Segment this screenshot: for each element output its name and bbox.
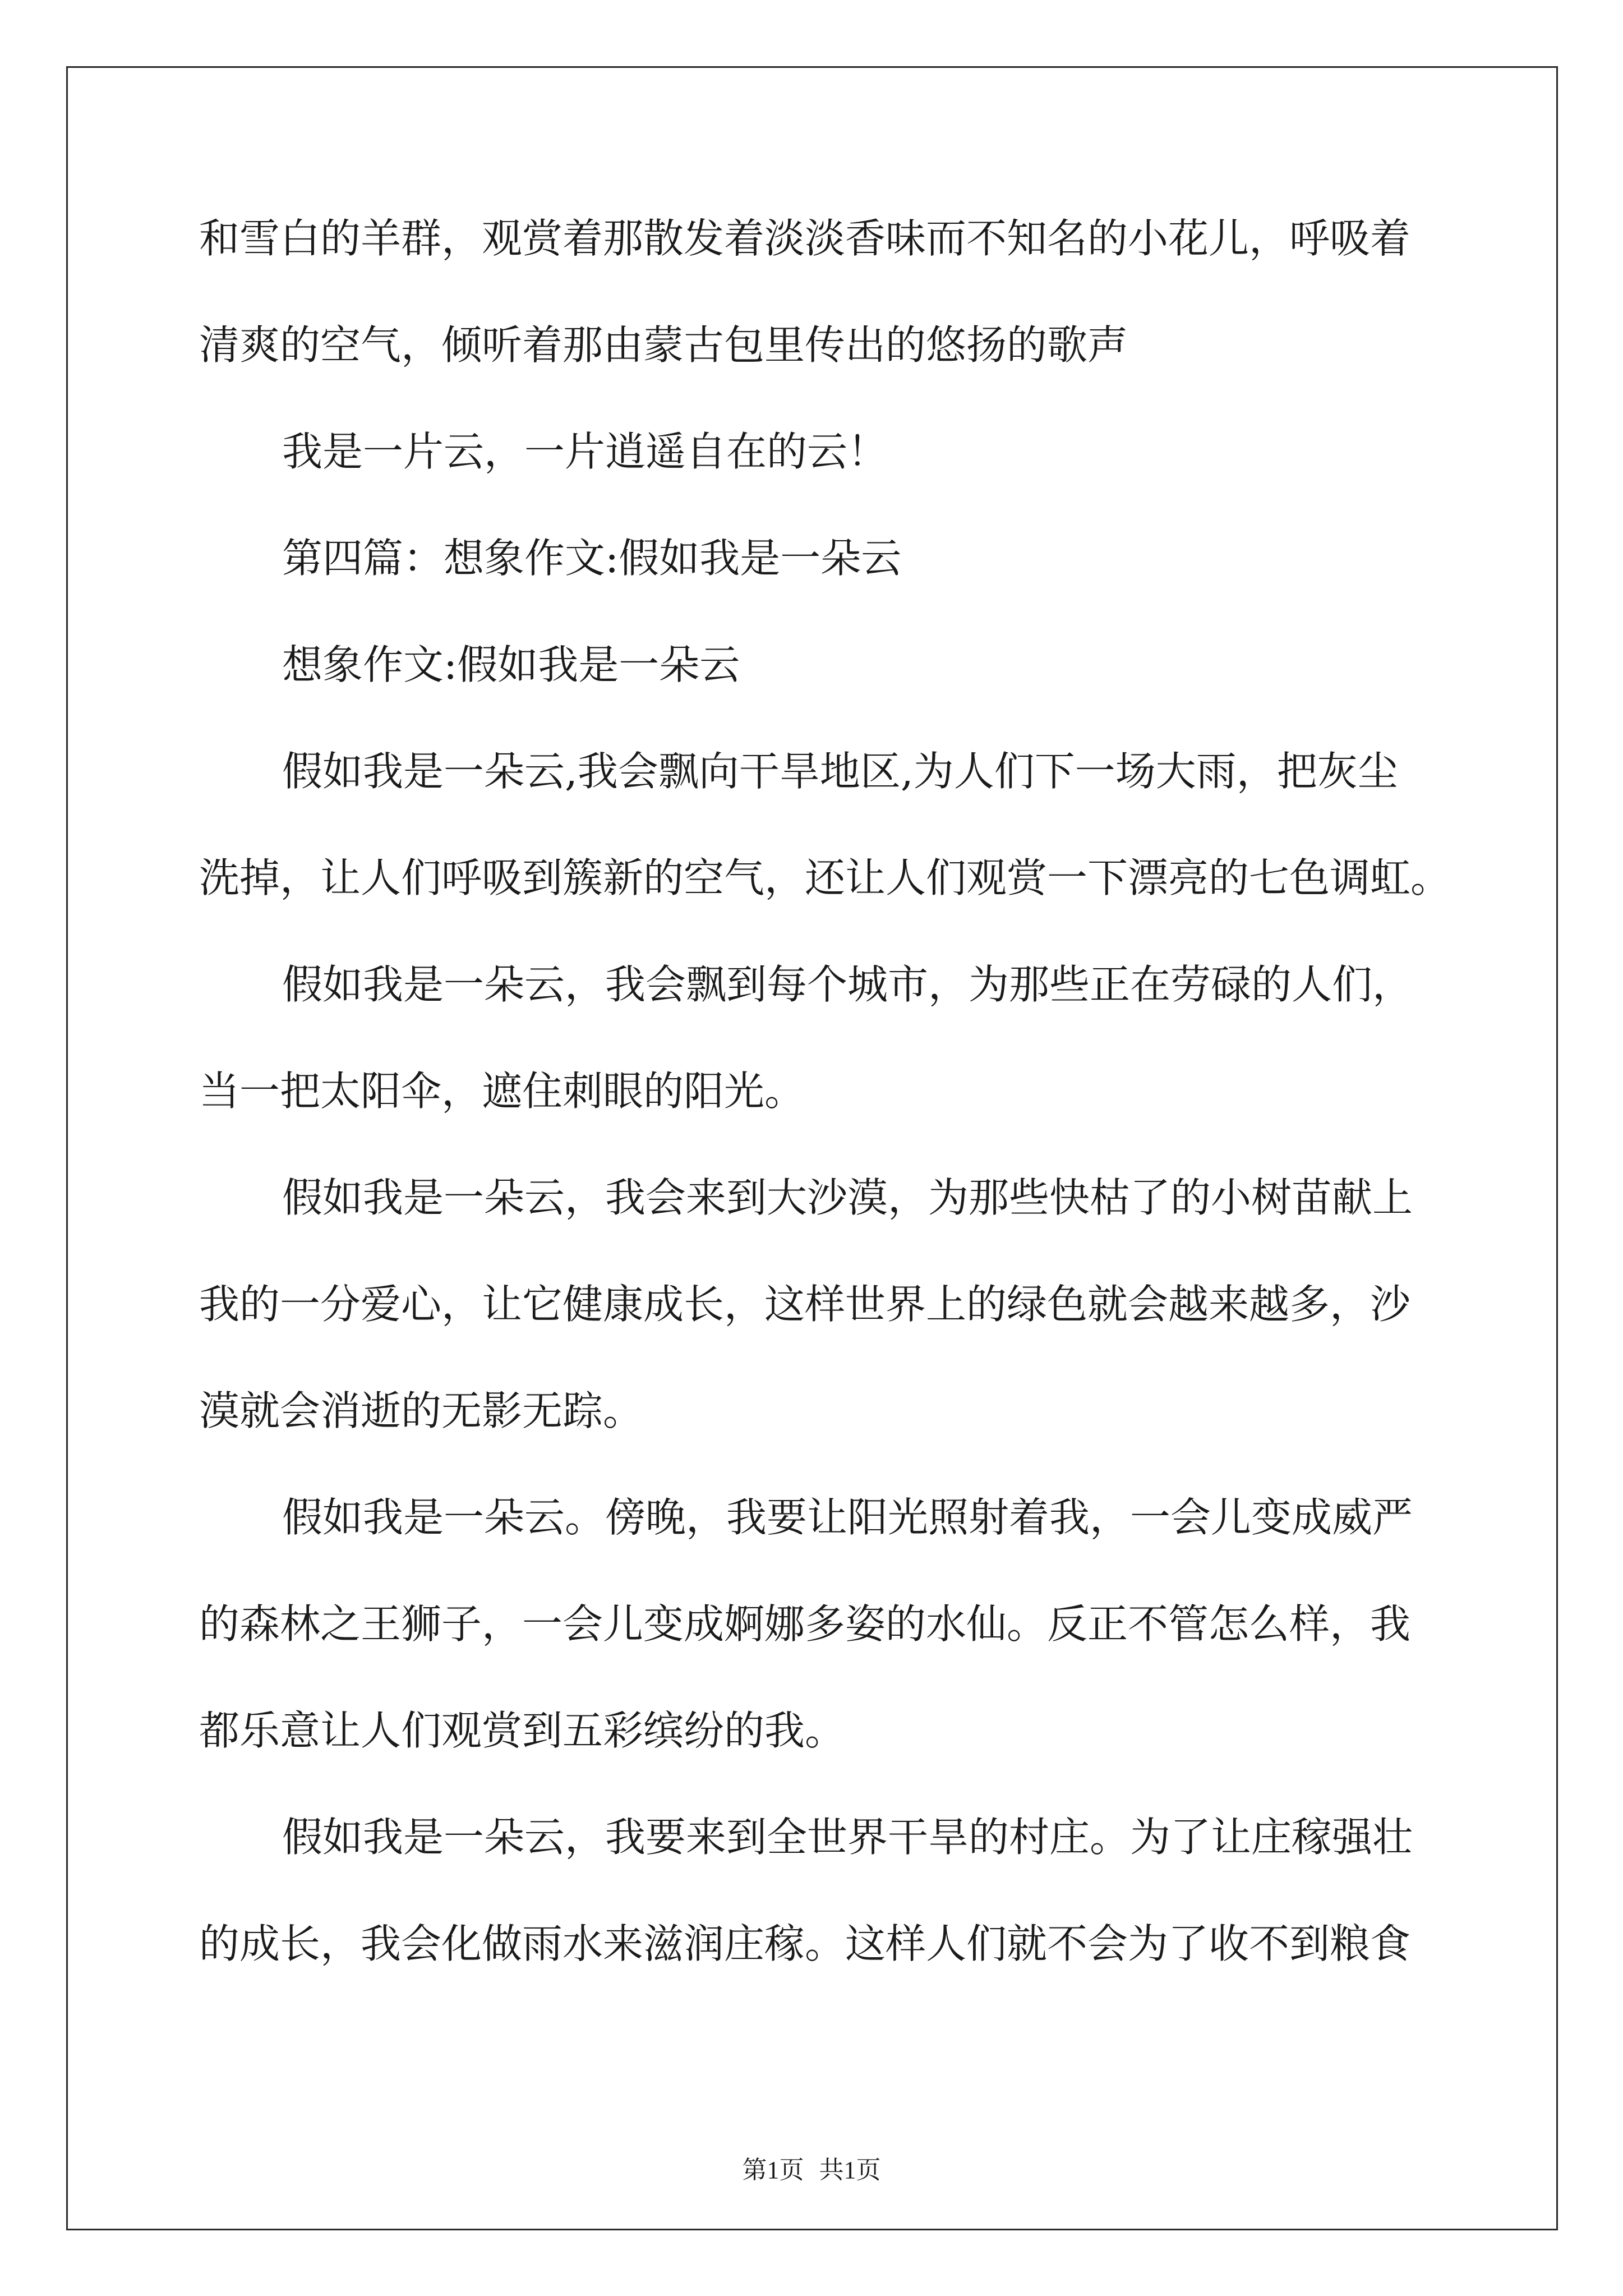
text-line-11: 我的一分爱心，让它健康成长，这样世界上的绿色就会越来越多，沙 [199, 1281, 1411, 1328]
text-line-2: 清爽的空气，倾听着那由蒙古包里传出的悠扬的歌声 [199, 321, 1128, 369]
text-line-15: 都乐意让人们观赏到五彩缤纷的我。 [199, 1707, 846, 1754]
section-heading: 第四篇：想象作文:假如我是一朵云 [282, 535, 902, 582]
text-line-10: 假如我是一朵云，我会来到大沙漠，为那些快枯了的小树苗献上 [282, 1174, 1413, 1221]
text-line-9: 当一把太阳伞，遮住刺眼的阳光。 [199, 1068, 805, 1115]
text-line-6: 假如我是一朵云,我会飘向干旱地区,为人们下一场大雨，把灰尘 [282, 748, 1398, 795]
text-line-16: 假如我是一朵云，我要来到全世界干旱的村庄。为了让庄稼强壮 [282, 1814, 1413, 1861]
text-line-12: 漠就会消逝的无影无踪。 [199, 1387, 644, 1434]
essay-title: 想象作文:假如我是一朵云 [282, 641, 740, 688]
page-footer [0, 2150, 1623, 2185]
text-line-3: 我是一片云，一片逍遥自在的云！ [282, 428, 888, 475]
text-line-17: 的成长，我会化做雨水来滋润庄稼。这样人们就不会为了收不到粮食 [199, 1920, 1411, 1967]
page-number: 第1页 [742, 2156, 804, 2184]
page-border [66, 66, 1558, 2230]
text-line-14: 的森林之王狮子，一会儿变成婀娜多姿的水仙。反正不管怎么样，我 [199, 1600, 1411, 1648]
page-total: 共1页 [819, 2156, 881, 2184]
text-line-7: 洗掉，让人们呼吸到簇新的空气，还让人们观赏一下漂亮的七色调虹。 [199, 854, 1451, 901]
text-line-1: 和雪白的羊群，观赏着那散发着淡淡香味而不知名的小花儿，呼吸着 [199, 215, 1411, 262]
text-line-8: 假如我是一朵云，我会飘到每个城市，为那些正在劳碌的人们， [282, 961, 1413, 1008]
text-line-13: 假如我是一朵云。傍晚，我要让阳光照射着我，一会儿变成威严 [282, 1494, 1413, 1541]
